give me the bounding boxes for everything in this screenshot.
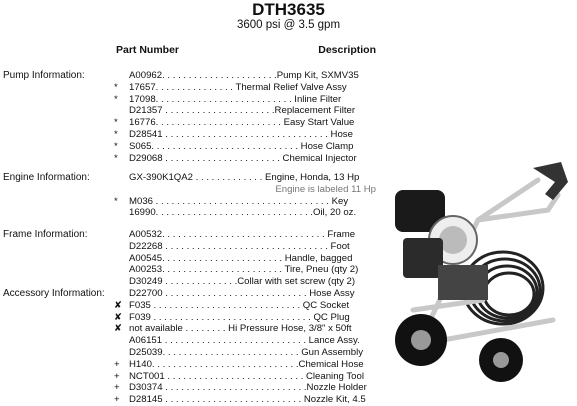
row-text: 17098. . . . . . . . . . . . . . . . . . . . . . . . . . Inline Filter <box>129 93 342 105</box>
row-marker: ✘ <box>114 323 123 335</box>
section-label-pump: Pump Information: <box>3 70 85 81</box>
row-text: not available . . . . . . . . Hi Pressure Hose, 3/8" x 50ft <box>129 323 352 335</box>
list-item <box>114 347 376 359</box>
list-item <box>114 153 376 165</box>
row-marker: ✘ <box>114 311 123 323</box>
section-label-accessory: Accessory Information: <box>3 288 105 299</box>
row-text: A00962. . . . . . . . . . . . . . . . . . . . . .Pump Kit, SXMV35 <box>129 70 359 81</box>
list-item <box>114 382 376 394</box>
list-item <box>114 70 376 82</box>
list-item <box>114 335 376 347</box>
row-marker: * <box>114 140 118 152</box>
row-text: D25039. . . . . . . . . . . . . . . . . . . . . . . . . . Gun Assembly <box>129 347 364 358</box>
list-item <box>114 117 376 129</box>
row-marker: * <box>114 152 118 164</box>
list-item <box>114 82 376 94</box>
row-text: A06151 . . . . . . . . . . . . . . . . . . . . . . . . . . . Lance Assy. <box>129 335 360 347</box>
section-label-engine: Engine Information: <box>3 172 90 183</box>
row-marker: ✘ <box>114 299 123 311</box>
list-item <box>114 184 376 196</box>
row-text: F035 . . . . . . . . . . . . . . . . . . . . . . . . . . . . QC Socket <box>129 299 350 311</box>
row-text: D29068 . . . . . . . . . . . . . . . . . . . . . . Chemical Injector <box>129 152 357 164</box>
row-text: D30249 . . . . . . . . . . . . . .Collar with set screw (qty 2) <box>129 276 356 288</box>
list-item <box>114 323 376 335</box>
page-subtitle: 3600 psi @ 3.5 gpm <box>236 19 341 31</box>
row-text: D22268 . . . . . . . . . . . . . . . . . . . . . . . . . . . . . . . Foot <box>129 240 350 252</box>
row-text: D21357 . . . . . . . . . . . . . . . . . . . . .Replacement Filter <box>129 105 356 117</box>
list-item <box>114 312 376 324</box>
list-item <box>114 141 376 153</box>
row-marker: * <box>114 81 118 93</box>
row-note: Engine is labeled 11 Hp <box>275 183 376 195</box>
row-text: S065. . . . . . . . . . . . . . . . . . . . . . . . . . . . Hose Clamp <box>129 140 354 152</box>
page-title: DTH3635 <box>252 0 325 19</box>
row-text: 17657. . . . . . . . . . . . . . . Thermal Relief Valve Assy <box>129 81 347 93</box>
row-marker: + <box>114 394 120 406</box>
list-item <box>114 300 376 312</box>
list-item <box>114 94 376 106</box>
row-text: A00545. . . . . . . . . . . . . . . . . . . . . . . Handle, bagged <box>129 252 353 264</box>
column-header-part-number: Part Number <box>116 44 180 56</box>
list-item <box>114 288 376 300</box>
list-item <box>114 241 376 253</box>
row-marker: * <box>114 129 118 140</box>
list-item <box>114 253 376 265</box>
section-label-frame: Frame Information: <box>3 229 88 240</box>
list-item <box>114 196 376 208</box>
row-marker: + <box>114 382 120 394</box>
list-item <box>114 172 376 184</box>
list-item <box>114 207 376 219</box>
row-text: NCT001 . . . . . . . . . . . . . . . . . . . . . . . . . . Cleaning Tool <box>129 370 364 382</box>
row-marker: * <box>114 195 118 207</box>
list-item <box>114 129 376 141</box>
row-text: A00253. . . . . . . . . . . . . . . . . . . . . . . Tire, Pneu (qty 2) <box>129 264 359 276</box>
row-text: GX-390K1QA2 . . . . . . . . . . . . . Engine, Honda, 13 Hp <box>129 172 360 183</box>
pressure-washer-photo <box>383 160 573 385</box>
column-header-description: Description <box>318 44 376 56</box>
row-text: F039 . . . . . . . . . . . . . . . . . . . . . . . . . . . . . . QC Plug <box>129 311 350 323</box>
list-item <box>114 371 376 383</box>
row-marker: + <box>114 370 120 382</box>
row-text: D28145 . . . . . . . . . . . . . . . . . . . . . . . . . . Nozzle Kit, 4.5 <box>129 394 366 406</box>
row-text: D22700 . . . . . . . . . . . . . . . . . . . . . . . . . . . Hose Assy <box>129 288 355 299</box>
row-text: D28541 . . . . . . . . . . . . . . . . . . . . . . . . . . . . . . . Hose <box>129 129 353 140</box>
row-text: M036 . . . . . . . . . . . . . . . . . . . . . . . . . . . . . . . . . Key <box>129 195 349 207</box>
list-item <box>114 264 376 276</box>
list-item <box>114 359 376 371</box>
row-marker: * <box>114 117 118 129</box>
row-text: H140. . . . . . . . . . . . . . . . . . . . . . . . . . . .Chemical Hose <box>129 358 364 370</box>
list-item <box>114 276 376 288</box>
row-text: 16776. . . . . . . . . . . . . . . . . . . . . . . . Easy Start Value <box>129 117 355 129</box>
row-text: D30374 . . . . . . . . . . . . . . . . . . . . . . . . . . .Nozzle Holder <box>129 382 367 394</box>
row-text: 16990. . . . . . . . . . . . . . . . . . . . . . . . . . . . . .Oil, 20 oz. <box>129 207 357 219</box>
list-item <box>114 105 376 117</box>
list-item <box>114 394 376 406</box>
row-text: A00532. . . . . . . . . . . . . . . . . . . . . . . . . . . . . . . Frame <box>129 229 356 240</box>
list-item <box>114 229 376 241</box>
row-marker: + <box>114 358 120 370</box>
row-marker: * <box>114 93 118 105</box>
